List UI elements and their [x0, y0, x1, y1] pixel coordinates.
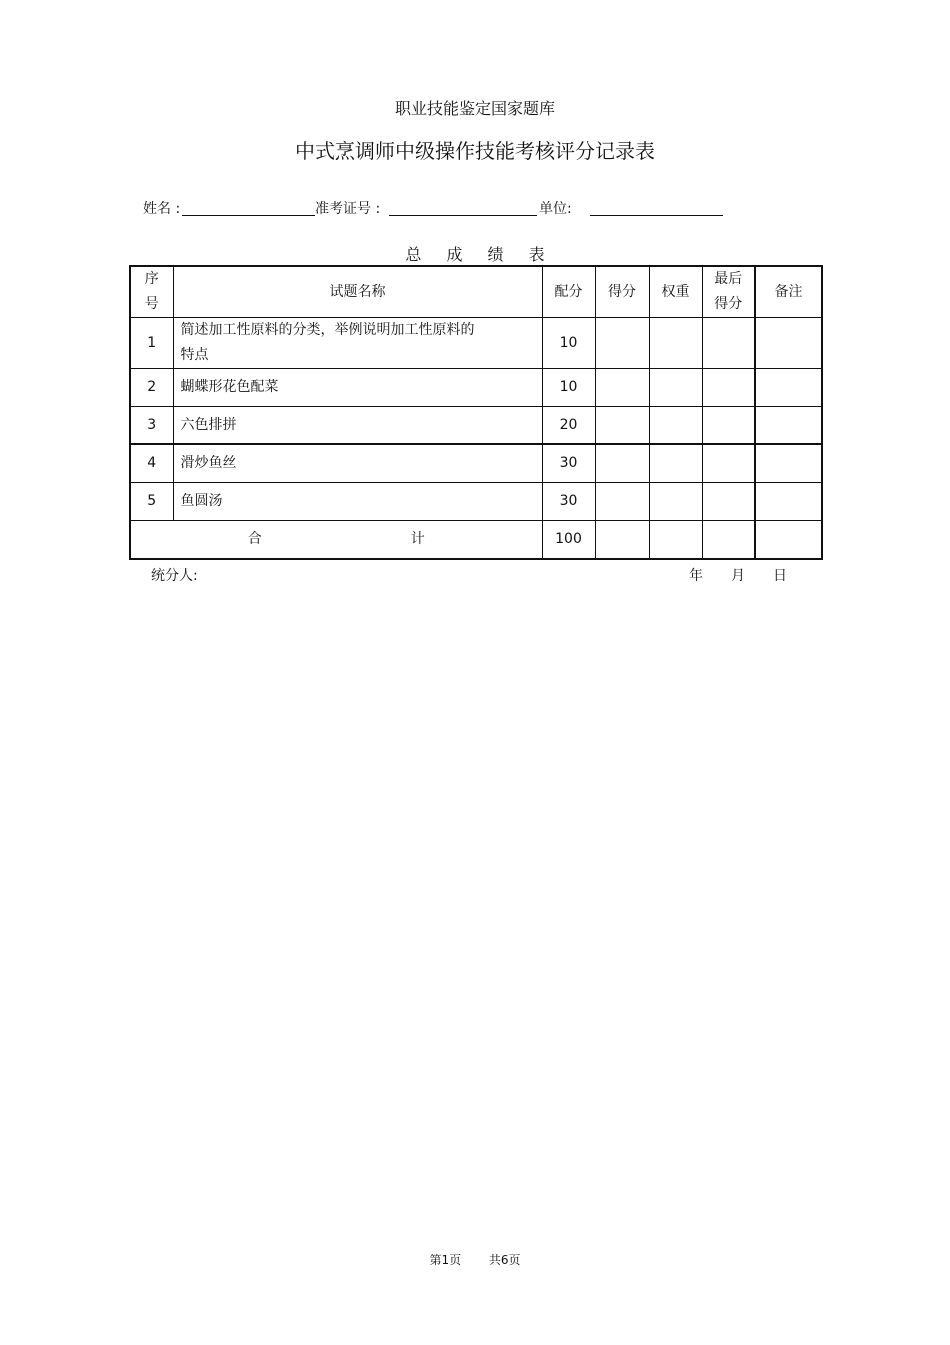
row-final-cell	[702, 444, 755, 483]
header-no: 序 号	[130, 266, 173, 318]
table-row	[130, 318, 822, 369]
row-weight-cell	[649, 483, 702, 521]
row-item: 蝴蝶形花色配菜	[173, 369, 542, 407]
caption-char: 成	[446, 245, 463, 264]
row-item: 简述加工性原料的分类，举例说明加工性原料的 特点	[173, 318, 542, 369]
page-total: 共6页	[488, 1253, 521, 1267]
total-note-cell	[755, 521, 822, 560]
row-score-cell	[595, 483, 649, 521]
table-row	[130, 444, 822, 483]
header-points: 配分	[542, 266, 595, 318]
row-score-cell	[595, 444, 649, 483]
total-points: 100	[542, 521, 595, 560]
row-points: 20	[542, 407, 595, 445]
table-row	[130, 407, 822, 445]
row-final-cell	[702, 483, 755, 521]
row-score-cell	[595, 318, 649, 369]
row-no: 1	[130, 318, 173, 369]
row-points: 10	[542, 318, 595, 369]
exam-no-label: 准考证号 :	[315, 201, 381, 217]
row-points: 10	[542, 369, 595, 407]
row-note-cell	[755, 483, 822, 521]
row-note-cell	[755, 369, 822, 407]
header-weight: 权重	[649, 266, 702, 318]
row-item: 鱼圆汤	[173, 483, 542, 521]
row-score-cell	[595, 407, 649, 445]
header-final-score: 最后 得分	[702, 266, 755, 318]
row-final-cell	[702, 318, 755, 369]
table-row	[130, 483, 822, 521]
exam-no-blank	[389, 215, 537, 216]
header-score: 得分	[595, 266, 649, 318]
row-note-cell	[755, 407, 822, 445]
unit-label: 单位:	[539, 201, 572, 217]
row-weight-cell	[649, 318, 702, 369]
date-month: 月	[731, 568, 745, 584]
row-no: 2	[130, 369, 173, 407]
row-item: 滑炒鱼丝	[173, 444, 542, 483]
row-weight-cell	[649, 369, 702, 407]
page-title: 中式烹调师中级操作技能考核评分记录表	[295, 139, 655, 163]
row-final-cell	[702, 369, 755, 407]
row-no: 4	[130, 444, 173, 483]
name-blank	[182, 215, 315, 216]
row-points: 30	[542, 444, 595, 483]
org-title: 职业技能鉴定国家题库	[394, 99, 555, 118]
page-footer	[0, 1251, 950, 1268]
total-final-cell	[702, 521, 755, 560]
row-points: 30	[542, 483, 595, 521]
unit-blank	[590, 215, 723, 216]
date-day: 日	[773, 568, 787, 584]
caption-char: 绩	[487, 245, 504, 264]
date-year: 年	[689, 568, 703, 584]
total-score-cell	[595, 521, 649, 560]
total-label: 合 计	[130, 521, 542, 560]
scorer-label: 统分人:	[151, 568, 198, 584]
row-no: 5	[130, 483, 173, 521]
row-no: 3	[130, 407, 173, 445]
page-number: 第1页	[429, 1253, 462, 1267]
row-note-cell	[755, 318, 822, 369]
row-score-cell	[595, 369, 649, 407]
total-row	[130, 521, 822, 560]
row-item: 六色排拼	[173, 407, 542, 445]
score-table	[129, 265, 823, 560]
header-item: 试题名称	[173, 266, 542, 318]
table-row	[130, 369, 822, 407]
row-note-cell	[755, 444, 822, 483]
row-weight-cell	[649, 407, 702, 445]
caption-char: 总	[405, 245, 422, 264]
row-final-cell	[702, 407, 755, 445]
header-note: 备注	[755, 266, 822, 318]
total-weight-cell	[649, 521, 702, 560]
row-weight-cell	[649, 444, 702, 483]
table-header-row	[130, 266, 822, 318]
name-label: 姓名 :	[143, 201, 181, 217]
table-caption	[0, 242, 950, 265]
caption-char: 表	[528, 245, 545, 264]
